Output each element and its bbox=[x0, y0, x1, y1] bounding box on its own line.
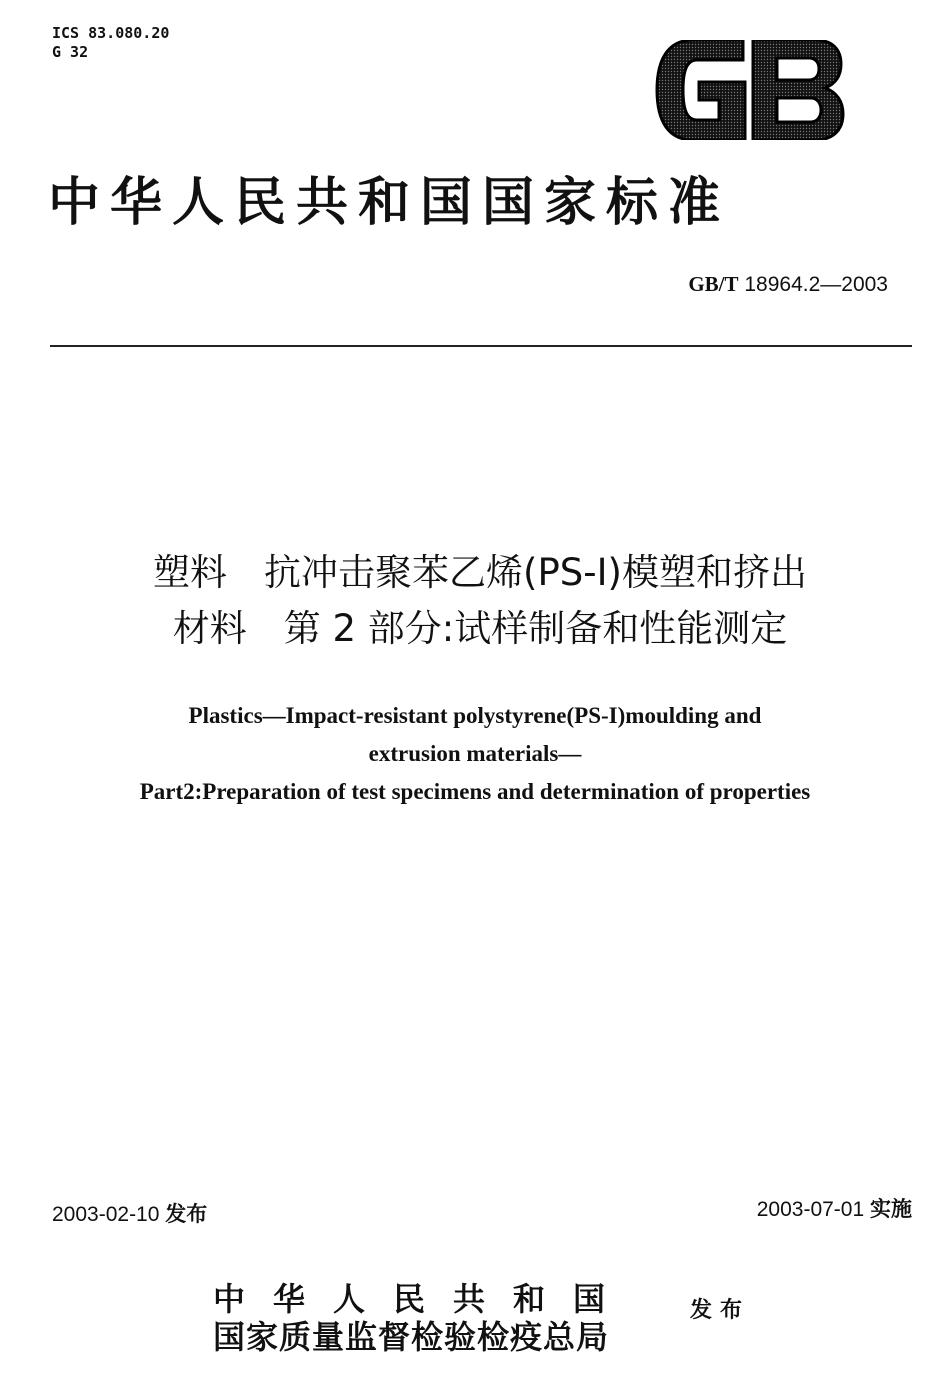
ccs-code: G 32 bbox=[52, 43, 89, 61]
english-title-line-2: extrusion materials— bbox=[368, 741, 582, 766]
chinese-title bbox=[40, 545, 920, 657]
standard-number-value: 18964.2—2003 bbox=[744, 273, 888, 296]
implementation-date-label: 实施 bbox=[870, 1197, 912, 1221]
issuing-authority bbox=[213, 1280, 633, 1356]
issuer-line-1: 中华人民共和国 bbox=[213, 1280, 634, 1318]
issuer-verb: 发布 bbox=[690, 1298, 751, 1323]
english-title-line-1: Plastics—Impact-resistant polystyrene(PS-I)moulding and bbox=[188, 703, 762, 728]
standard-number bbox=[688, 272, 888, 297]
ics-code: ICS 83.080.20 bbox=[52, 24, 170, 42]
issue-date-value: 2003-02-10 bbox=[52, 1203, 160, 1226]
chinese-title-line-1: 塑料 抗冲击聚苯乙烯(PS-I)模塑和挤出 bbox=[153, 551, 807, 594]
gb-logo bbox=[655, 40, 845, 140]
header-divider bbox=[50, 345, 912, 347]
standard-number-prefix: GB/T bbox=[688, 272, 739, 296]
issue-date-label: 发布 bbox=[165, 1202, 208, 1226]
issuer-line-2: 国家质量监督检验检疫总局 bbox=[213, 1318, 610, 1356]
implementation-date bbox=[757, 1193, 912, 1223]
english-title-line-3: Part2:Preparation of test specimens and determination of properties bbox=[139, 779, 811, 804]
gb-logo-graphic bbox=[655, 40, 845, 140]
implementation-date-value: 2003-07-01 bbox=[756, 1198, 865, 1221]
issue-date bbox=[52, 1198, 207, 1228]
english-title bbox=[40, 697, 910, 811]
chinese-title-line-2: 材料 第 2 部分:试样制备和性能测定 bbox=[172, 607, 788, 650]
national-standard-title: 中华人民共和国国家标准 bbox=[48, 172, 731, 233]
classification-codes bbox=[52, 24, 169, 62]
